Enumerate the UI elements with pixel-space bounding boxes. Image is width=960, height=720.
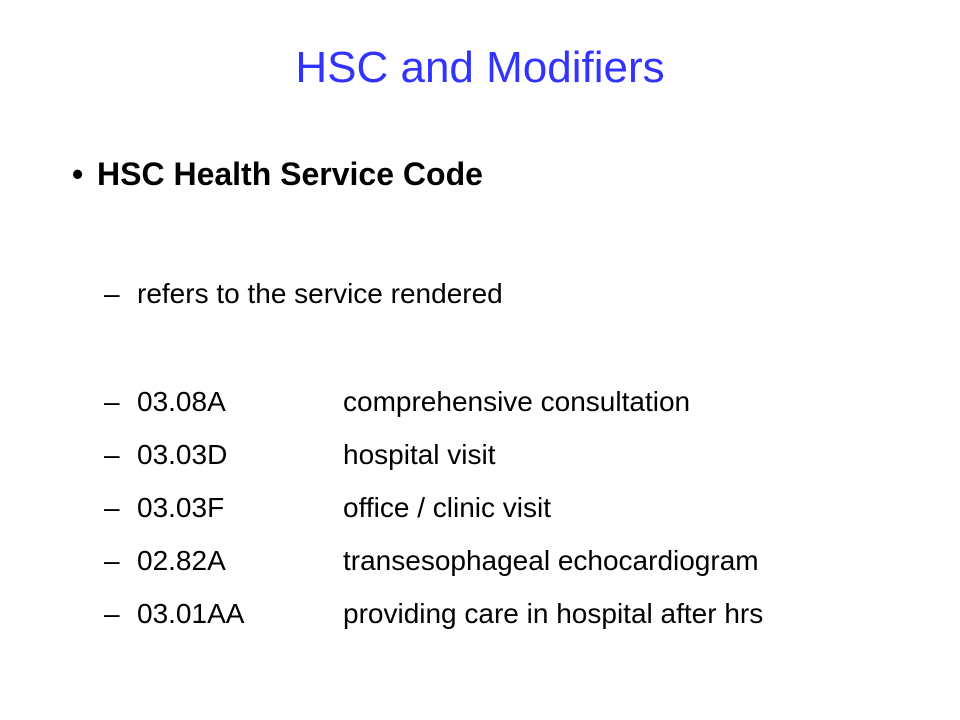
- code-description: transesophageal echocardiogram: [343, 545, 759, 576]
- bullet-icon: •: [72, 156, 84, 192]
- bullet-heading: HSC Health Service Code: [97, 156, 483, 192]
- dash-icon: –: [104, 278, 120, 309]
- code-description: office / clinic visit: [343, 492, 551, 523]
- dash-icon: –: [104, 598, 120, 629]
- dash-icon: –: [104, 545, 120, 576]
- code-value: 03.08A: [137, 386, 226, 417]
- code-value: 03.03D: [137, 439, 228, 470]
- code-description: providing care in hospital after hrs: [343, 598, 764, 629]
- slide-title: HSC and Modifiers: [295, 43, 665, 92]
- dash-icon: –: [104, 439, 120, 470]
- code-value: 03.01AA: [137, 598, 245, 629]
- dash-icon: –: [104, 386, 120, 417]
- dash-icon: –: [104, 492, 120, 523]
- code-description: hospital visit: [343, 439, 496, 470]
- definition-text: refers to the service rendered: [137, 278, 503, 309]
- code-value: 02.82A: [137, 545, 226, 576]
- code-description: comprehensive consultation: [343, 386, 691, 417]
- code-value: 03.03F: [137, 492, 225, 523]
